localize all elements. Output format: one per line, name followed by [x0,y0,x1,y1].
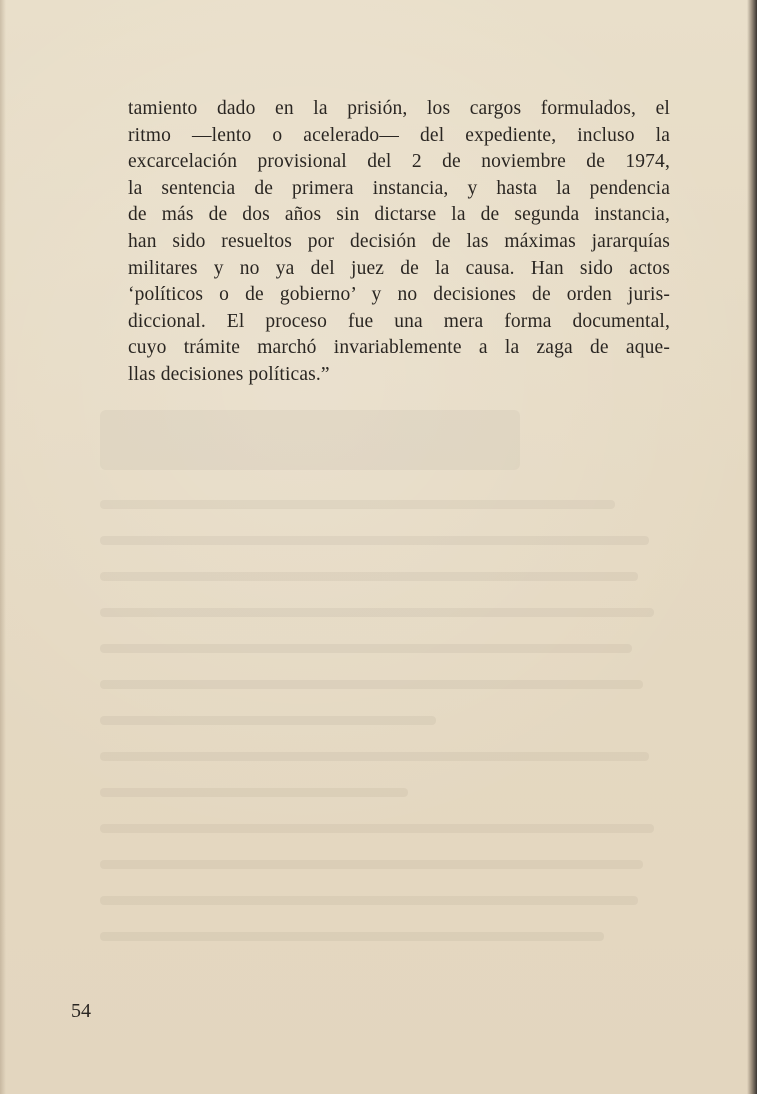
text-line: la sentencia de primera instancia, y hasta la pendencia [128,177,670,199]
text-line: militares y no ya del juez de la causa. Han sido actos [128,257,670,279]
page-number: 54 [71,1000,91,1022]
text-line: cuyo trámite marchó invariablemente a la zaga de aque- [128,337,670,359]
text-line: han sido resueltos por decisión de las máximas jararquías [128,230,670,252]
text-line: ‘políticos o de gobierno’ y no decisiones de orden juris- [128,284,670,306]
text-line: ritmo —lento o acelerado— del expediente, incluso la [128,124,670,146]
page-edge-shadow [747,0,757,1094]
body-paragraph [128,96,670,389]
text-line: tamiento dado en la prisión, los cargos formulados, el [128,98,670,119]
show-through-heading [100,410,520,470]
text-line: excarcelación provisional del 2 de noviembre de 1974, [128,151,670,173]
text-line: de más de dos años sin dictarse la de segunda instancia, [128,204,670,226]
text-line: llas decisiones políticas.” [128,363,330,385]
show-through-text [100,500,660,980]
text-line: diccional. El proceso fue una mera forma documental, [128,310,670,332]
page-gutter-shadow [0,0,6,1094]
